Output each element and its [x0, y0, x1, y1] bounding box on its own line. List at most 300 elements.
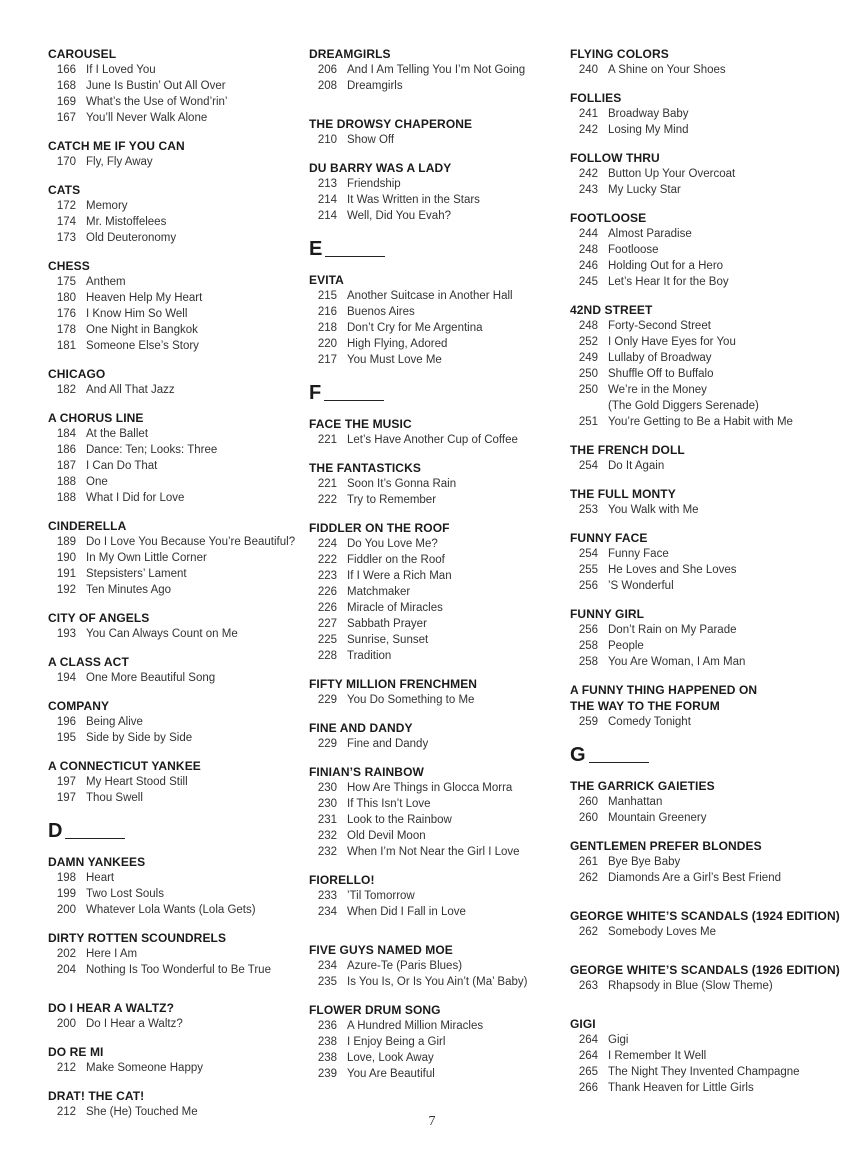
- song-title: Whatever Lola Wants (Lola Gets): [86, 904, 256, 916]
- song-row: [570, 924, 860, 940]
- song-title: Love, Look Away: [347, 1052, 434, 1064]
- show-entry: [309, 720, 559, 752]
- show-title: THE FULL MONTY: [570, 487, 676, 501]
- show-title: FOLLOW THRU: [570, 151, 660, 165]
- show-title: DIRTY ROTTEN SCOUNDRELS: [48, 931, 227, 945]
- song-page-number: 242: [578, 168, 598, 180]
- song-title: Buenos Aires: [347, 306, 415, 318]
- song-page-number: 239: [317, 1068, 337, 1080]
- section-letter-heading: [570, 744, 860, 766]
- page-number: 7: [428, 1114, 436, 1129]
- song-row: [309, 904, 559, 920]
- song-row: [48, 78, 298, 94]
- song-page-number: 178: [56, 324, 76, 336]
- song-row: [309, 796, 559, 812]
- song-page-number: 224: [317, 538, 337, 550]
- show-title: DO RE MI: [48, 1045, 104, 1059]
- song-title: Make Someone Happy: [86, 1062, 203, 1074]
- song-row: [309, 132, 559, 148]
- song-page-number: 187: [56, 460, 76, 472]
- song-page-number: 220: [317, 338, 337, 350]
- song-title: My Lucky Star: [608, 184, 681, 196]
- show-entry: [309, 1002, 559, 1082]
- song-title: Azure-Te (Paris Blues): [347, 960, 463, 972]
- song-row: [570, 1032, 860, 1048]
- show-entry: [570, 682, 860, 730]
- song-row: [48, 198, 298, 214]
- song-row: [48, 1016, 298, 1032]
- song-row: [48, 730, 298, 746]
- show-title: DREAMGIRLS: [309, 47, 391, 61]
- song-row: [48, 902, 298, 918]
- show-entry: [48, 518, 298, 598]
- song-page-number: 238: [317, 1036, 337, 1048]
- song-title: Anthem: [86, 276, 126, 288]
- show-title: GENTLEMEN PREFER BLONDES: [570, 839, 762, 853]
- song-page-number: 229: [317, 694, 337, 706]
- song-title: Friendship: [347, 178, 401, 190]
- song-title: Fiddler on the Roof: [347, 554, 445, 566]
- song-page-number: 238: [317, 1052, 337, 1064]
- song-page-number: 262: [578, 926, 598, 938]
- song-page-number: 221: [317, 478, 337, 490]
- song-row: [570, 978, 860, 994]
- song-page-number: 214: [317, 210, 337, 222]
- song-title: Old Devil Moon: [347, 830, 426, 842]
- song-row: [48, 306, 298, 322]
- song-title: A Hundred Million Miracles: [347, 1020, 484, 1032]
- song-row: [48, 870, 298, 886]
- show-title: EVITA: [309, 273, 344, 287]
- song-row: [48, 946, 298, 962]
- song-row: [570, 318, 860, 334]
- song-page-number: 204: [56, 964, 76, 976]
- song-page-number: 249: [578, 352, 598, 364]
- song-title: And All That Jazz: [86, 384, 175, 396]
- show-entry: [48, 366, 298, 398]
- song-row: [309, 616, 559, 632]
- show-entry: [48, 854, 298, 918]
- song-title: You Are Woman, I Am Man: [608, 656, 746, 668]
- song-row: [48, 550, 298, 566]
- show-title: FIORELLO!: [309, 873, 375, 887]
- show-entry: [570, 778, 860, 826]
- song-row: [309, 584, 559, 600]
- song-row: [48, 154, 298, 170]
- song-row: [309, 600, 559, 616]
- song-page-number: 217: [317, 354, 337, 366]
- song-title: You Do Something to Me: [347, 694, 475, 706]
- show-title: FIFTY MILLION FRENCHMEN: [309, 677, 478, 691]
- song-row: [309, 476, 559, 492]
- song-title: June Is Bustin’ Out All Over: [86, 80, 226, 92]
- show-entry: [309, 676, 559, 708]
- song-title: Nothing Is Too Wonderful to Be True: [86, 964, 271, 976]
- song-title: Bye Bye Baby: [608, 856, 681, 868]
- song-row: [309, 432, 559, 448]
- show-title: GIGI: [570, 1017, 596, 1031]
- song-title: Another Suitcase in Another Hall: [347, 290, 513, 302]
- show-entry: [48, 138, 298, 170]
- song-row: [309, 192, 559, 208]
- song-page-number: 242: [578, 124, 598, 136]
- song-row: [570, 714, 860, 730]
- song-row: [309, 1050, 559, 1066]
- index-column-3: [570, 46, 860, 1108]
- song-page-number: 235: [317, 976, 337, 988]
- show-title: 42ND STREET: [570, 303, 653, 317]
- song-row: [570, 562, 860, 578]
- song-row: [309, 288, 559, 304]
- song-row: [48, 62, 298, 78]
- song-row: [309, 568, 559, 584]
- song-page-number: 169: [56, 96, 76, 108]
- song-title: Do I Love You Because You’re Beautiful?: [86, 536, 296, 548]
- song-page-number: 226: [317, 586, 337, 598]
- show-title: FINIAN’S RAINBOW: [309, 765, 424, 779]
- song-page-number: 174: [56, 216, 76, 228]
- show-title: THE GARRICK GAIETIES: [570, 779, 715, 793]
- song-row: [48, 290, 298, 306]
- show-entry: [48, 182, 298, 246]
- index-column-2: [309, 46, 559, 1094]
- song-page-number: 212: [56, 1062, 76, 1074]
- song-title: If This Isn’t Love: [347, 798, 431, 810]
- show-entry: [309, 942, 559, 990]
- section-letter-heading: [48, 820, 298, 842]
- song-row: [48, 322, 298, 338]
- song-page-number: 198: [56, 872, 76, 884]
- song-page-number: 229: [317, 738, 337, 750]
- song-title: Footloose: [608, 244, 659, 256]
- section-letter-rule: [65, 838, 125, 839]
- song-title: You Walk with Me: [608, 504, 699, 516]
- song-title: The Night They Invented Champagne: [608, 1066, 800, 1078]
- song-title: He Loves and She Loves: [608, 564, 737, 576]
- song-page-number: 234: [317, 960, 337, 972]
- song-row: [570, 166, 860, 182]
- song-page-number: 213: [317, 178, 337, 190]
- song-title: Don’t Cry for Me Argentina: [347, 322, 483, 334]
- song-title: Stepsisters’ Lament: [86, 568, 187, 580]
- song-page-number: 170: [56, 156, 76, 168]
- song-title: Being Alive: [86, 716, 143, 728]
- song-page-number: 233: [317, 890, 337, 902]
- section-letter: D: [48, 820, 63, 842]
- song-title: My Heart Stood Still: [86, 776, 188, 788]
- song-page-number: 259: [578, 716, 598, 728]
- show-entry: [309, 764, 559, 860]
- song-title: You Must Love Me: [347, 354, 442, 366]
- show-entry: [570, 486, 860, 518]
- song-row: [570, 502, 860, 518]
- song-page-number: 254: [578, 460, 598, 472]
- song-row: [309, 780, 559, 796]
- song-title: Losing My Mind: [608, 124, 689, 136]
- song-row: [309, 692, 559, 708]
- song-page-number: 218: [317, 322, 337, 334]
- song-page-number: 199: [56, 888, 76, 900]
- song-title: Fly, Fly Away: [86, 156, 153, 168]
- song-page-number: 173: [56, 232, 76, 244]
- song-page-number: 232: [317, 846, 337, 858]
- song-row: [48, 534, 298, 550]
- song-row: [309, 304, 559, 320]
- song-title: Lullaby of Broadway: [608, 352, 712, 364]
- show-entry: [570, 150, 860, 198]
- song-page-number: 221: [317, 434, 337, 446]
- song-page-number: 212: [56, 1106, 76, 1118]
- show-title: CHESS: [48, 259, 90, 273]
- song-title: If I Loved You: [86, 64, 156, 76]
- song-title: Holding Out for a Hero: [608, 260, 724, 272]
- song-title: Well, Did You Evah?: [347, 210, 451, 222]
- song-title: Rhapsody in Blue (Slow Theme): [608, 980, 773, 992]
- song-row: [570, 458, 860, 474]
- song-row: [570, 62, 860, 78]
- song-title: And I Am Telling You I’m Not Going: [347, 64, 526, 76]
- song-row: [48, 962, 298, 978]
- show-title: CITY OF ANGELS: [48, 611, 150, 625]
- song-title: Thou Swell: [86, 792, 143, 804]
- song-row: [570, 1064, 860, 1080]
- song-page-number: 253: [578, 504, 598, 516]
- song-title: Dance: Ten; Looks: Three: [86, 444, 218, 456]
- song-page-number: 264: [578, 1050, 598, 1062]
- section-letter-rule: [325, 256, 385, 257]
- song-row: [570, 182, 860, 198]
- show-entry: [570, 90, 860, 138]
- show-entry: [48, 930, 298, 978]
- song-page-number: 260: [578, 812, 598, 824]
- show-title: FUNNY GIRL: [570, 607, 645, 621]
- song-title: Gigi: [608, 1034, 629, 1046]
- song-page-number: 255: [578, 564, 598, 576]
- song-title: (The Gold Diggers Serenade): [608, 400, 759, 412]
- show-title: FUNNY FACE: [570, 531, 648, 545]
- song-title: One Night in Bangkok: [86, 324, 198, 336]
- show-entry: [570, 302, 860, 430]
- show-entry: [48, 758, 298, 806]
- show-title: FIVE GUYS NAMED MOE: [309, 943, 453, 957]
- song-title: I Remember It Well: [608, 1050, 707, 1062]
- song-title: Broadway Baby: [608, 108, 689, 120]
- show-title: DRAT! THE CAT!: [48, 1089, 145, 1103]
- song-row: [309, 552, 559, 568]
- song-page-number: 261: [578, 856, 598, 868]
- song-row: [570, 382, 860, 398]
- song-row: [570, 274, 860, 290]
- song-title: How Are Things in Glocca Morra: [347, 782, 513, 794]
- song-page-number: 215: [317, 290, 337, 302]
- song-title: Sunrise, Sunset: [347, 634, 429, 646]
- show-title: CATCH ME IF YOU CAN: [48, 139, 185, 153]
- song-title: It Was Written in the Stars: [347, 194, 480, 206]
- show-entry: [309, 460, 559, 508]
- song-page-number: 251: [578, 416, 598, 428]
- song-row: [570, 414, 860, 430]
- section-letter-heading: [309, 238, 559, 260]
- song-row: [48, 774, 298, 790]
- show-entry: [570, 838, 860, 886]
- song-row: [570, 242, 860, 258]
- song-title: Someone Else’s Story: [86, 340, 199, 352]
- song-page-number: 197: [56, 792, 76, 804]
- song-page-number: 250: [578, 384, 598, 396]
- song-row: [48, 382, 298, 398]
- song-title: We’re in the Money: [608, 384, 707, 396]
- song-page-number: 182: [56, 384, 76, 396]
- song-title: People: [608, 640, 644, 652]
- song-row: [48, 474, 298, 490]
- show-title: FLYING COLORS: [570, 47, 669, 61]
- song-title: Heart: [86, 872, 115, 884]
- song-title: When I’m Not Near the Girl I Love: [347, 846, 520, 858]
- song-page-number: 191: [56, 568, 76, 580]
- song-page-number: 236: [317, 1020, 337, 1032]
- song-title: In My Own Little Corner: [86, 552, 207, 564]
- show-title: CINDERELLA: [48, 519, 127, 533]
- song-page-number: 216: [317, 306, 337, 318]
- song-page-number: 230: [317, 782, 337, 794]
- song-title: Here I Am: [86, 948, 138, 960]
- song-page-number: 210: [317, 134, 337, 146]
- song-title: Diamonds Are a Girl’s Best Friend: [608, 872, 781, 884]
- show-entry: [48, 410, 298, 506]
- song-page-number: 200: [56, 904, 76, 916]
- show-entry: [570, 46, 860, 78]
- song-title: ’Til Tomorrow: [347, 890, 415, 902]
- song-page-number: 196: [56, 716, 76, 728]
- song-title: Show Off: [347, 134, 395, 146]
- song-title: You’ll Never Walk Alone: [86, 112, 208, 124]
- song-page-number: 190: [56, 552, 76, 564]
- song-page-number: 176: [56, 308, 76, 320]
- song-title: I Only Have Eyes for You: [608, 336, 736, 348]
- show-title: COMPANY: [48, 699, 110, 713]
- song-title: I Know Him So Well: [86, 308, 188, 320]
- song-title: Two Lost Souls: [86, 888, 164, 900]
- song-page-number: 248: [578, 320, 598, 332]
- song-title: I Enjoy Being a Girl: [347, 1036, 446, 1048]
- song-title: If I Were a Rich Man: [347, 570, 452, 582]
- song-page-number: 166: [56, 64, 76, 76]
- song-title: You Are Beautiful: [347, 1068, 435, 1080]
- show-entry: [48, 258, 298, 354]
- song-title: Is You Is, Or Is You Ain’t (Ma’ Baby): [347, 976, 528, 988]
- song-page-number: 188: [56, 476, 76, 488]
- song-page-number: 241: [578, 108, 598, 120]
- show-title: A CLASS ACT: [48, 655, 129, 669]
- song-page-number: 197: [56, 776, 76, 788]
- show-entry: [570, 210, 860, 290]
- show-title: A CHORUS LINE: [48, 411, 144, 425]
- song-row: [309, 208, 559, 224]
- song-title: Fine and Dandy: [347, 738, 429, 750]
- song-page-number: 256: [578, 580, 598, 592]
- song-page-number: 193: [56, 628, 76, 640]
- song-row: [570, 334, 860, 350]
- song-title: Sabbath Prayer: [347, 618, 427, 630]
- song-page-number: 264: [578, 1034, 598, 1046]
- song-page-number: 245: [578, 276, 598, 288]
- show-entry: [570, 908, 860, 940]
- song-page-number: 266: [578, 1082, 598, 1094]
- song-row: [309, 352, 559, 368]
- song-page-number: 258: [578, 640, 598, 652]
- show-title: GEORGE WHITE’S SCANDALS (1924 EDITION): [570, 909, 840, 923]
- song-title: Do You Love Me?: [347, 538, 438, 550]
- song-page-number: 222: [317, 494, 337, 506]
- song-row: [48, 714, 298, 730]
- show-title: FINE AND DANDY: [309, 721, 413, 735]
- song-page-number: 214: [317, 194, 337, 206]
- song-title: When Did I Fall in Love: [347, 906, 466, 918]
- song-row: [570, 638, 860, 654]
- song-title: Shuffle Off to Buffalo: [608, 368, 714, 380]
- show-entry: [48, 1044, 298, 1076]
- song-page-number: 232: [317, 830, 337, 842]
- song-row: [570, 654, 860, 670]
- song-title: Don’t Rain on My Parade: [608, 624, 737, 636]
- song-page-number: 168: [56, 80, 76, 92]
- song-title: You’re Getting to Be a Habit with Me: [608, 416, 793, 428]
- show-entry: [570, 442, 860, 474]
- song-page-number: 246: [578, 260, 598, 272]
- song-title: At the Ballet: [86, 428, 149, 440]
- show-title: GEORGE WHITE’S SCANDALS (1926 EDITION): [570, 963, 840, 977]
- show-title: CHICAGO: [48, 367, 106, 381]
- song-row: [309, 632, 559, 648]
- song-row: [309, 1018, 559, 1034]
- song-page-number: 180: [56, 292, 76, 304]
- song-title: Comedy Tonight: [608, 716, 691, 728]
- song-title: Mountain Greenery: [608, 812, 707, 824]
- show-title-continued: THE WAY TO THE FORUM: [570, 699, 720, 713]
- song-title: Tradition: [347, 650, 392, 662]
- section-letter-heading: [309, 382, 559, 404]
- song-row: [570, 398, 860, 414]
- song-row: [309, 974, 559, 990]
- song-row: [309, 736, 559, 752]
- song-page-number: 248: [578, 244, 598, 256]
- show-entry: [570, 530, 860, 594]
- song-title: Try to Remember: [347, 494, 437, 506]
- song-title: Mr. Mistoffelees: [86, 216, 167, 228]
- song-page-number: 262: [578, 872, 598, 884]
- song-row: [570, 854, 860, 870]
- section-letter-rule: [324, 400, 384, 401]
- song-title: Dreamgirls: [347, 80, 403, 92]
- song-row: [309, 1034, 559, 1050]
- song-row: [570, 794, 860, 810]
- song-title: You Can Always Count on Me: [86, 628, 238, 640]
- show-title: FLOWER DRUM SONG: [309, 1003, 441, 1017]
- song-title: What’s the Use of Wond’rin’: [86, 96, 228, 108]
- show-title: THE DROWSY CHAPERONE: [309, 117, 473, 131]
- song-title: Thank Heaven for Little Girls: [608, 1082, 754, 1094]
- song-row: [309, 648, 559, 664]
- song-row: [570, 122, 860, 138]
- song-row: [570, 350, 860, 366]
- song-row: [48, 790, 298, 806]
- show-entry: [570, 1016, 860, 1096]
- song-page-number: 208: [317, 80, 337, 92]
- show-title: THE FANTASTICKS: [309, 461, 421, 475]
- song-title: Funny Face: [608, 548, 669, 560]
- song-page-number: 240: [578, 64, 598, 76]
- song-row: [309, 1066, 559, 1082]
